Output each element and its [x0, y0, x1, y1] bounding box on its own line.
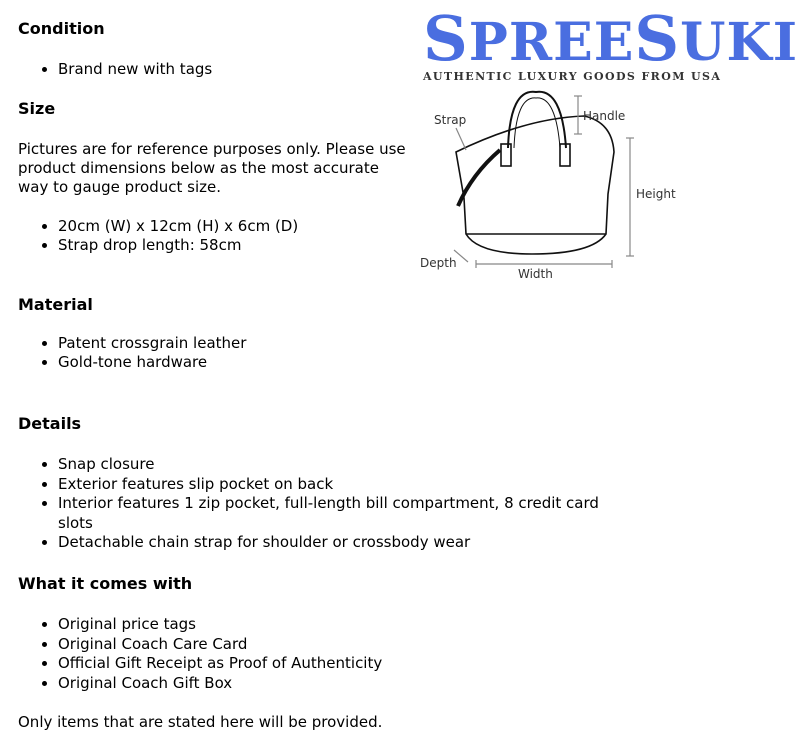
size-intro: Pictures are for reference purposes only. Please use product dimensions below as the most accurate way to gauge product size. [18, 139, 406, 196]
logo-wordmark: SPREESUKI [423, 2, 798, 75]
size-heading: Size [18, 98, 56, 118]
product-description [18, 18, 618, 732]
footer-note: Only items that are stated here will be provided. [18, 713, 383, 732]
label-height: Height [636, 187, 676, 201]
list-item: • Interior features 1 zip pocket, full-length bill compartment, 8 credit card slots [58, 494, 618, 533]
comes-with-heading: What it comes with [18, 573, 193, 593]
list-item: • Official Gift Receipt as Proof of Authenticity [58, 654, 618, 674]
list-item: • Gold-tone hardware [58, 353, 618, 373]
details-list [18, 455, 618, 553]
list-item: • Patent crossgrain leather [58, 334, 618, 354]
list-item: • Strap drop length: 58cm [58, 236, 618, 256]
label-depth: Depth [420, 256, 457, 270]
list-item: • Exterior features slip pocket on back [58, 475, 618, 495]
material-list [18, 334, 618, 373]
list-item: • Original price tags [58, 615, 618, 635]
condition-list [18, 60, 618, 80]
list-item: • Detachable chain strap for shoulder or crossbody wear [58, 533, 618, 553]
comes-with-list [18, 615, 618, 693]
logo-tagline: AUTHENTIC LUXURY GOODS FROM USA [423, 70, 722, 83]
list-item: • Original Coach Gift Box [58, 674, 618, 694]
list-item: • Brand new with tags [58, 60, 618, 80]
list-item: • Snap closure [58, 455, 618, 475]
material-heading: Material [18, 294, 93, 314]
label-strap: Strap [434, 113, 467, 127]
details-heading: Details [18, 413, 82, 433]
list-item: • 20cm (W) x 12cm (H) x 6cm (D) [58, 217, 618, 237]
list-item: • Original Coach Care Card [58, 635, 618, 655]
size-list [18, 217, 618, 256]
label-width: Width [518, 267, 553, 281]
condition-heading: Condition [18, 19, 105, 38]
label-handle: Handle [583, 109, 626, 123]
